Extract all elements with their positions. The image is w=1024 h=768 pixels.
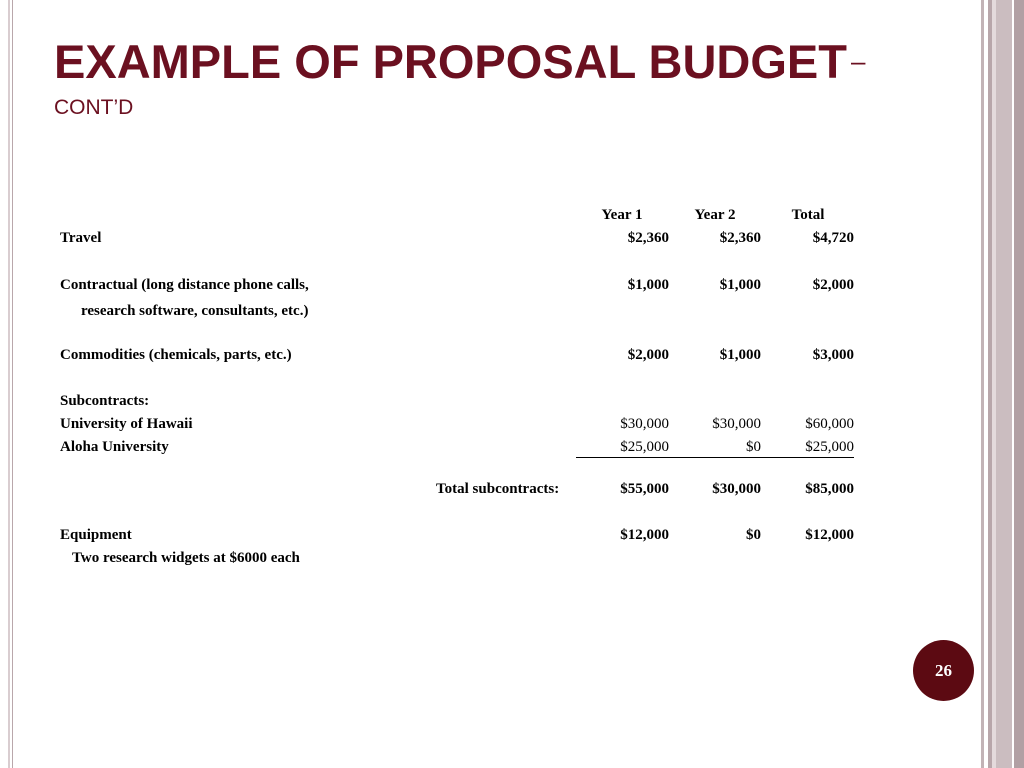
subtotal-rule xyxy=(576,457,854,458)
subcontract-row-year2: $0 xyxy=(746,439,761,455)
commodities-total: $3,000 xyxy=(812,347,854,363)
subcontract-row-total: $60,000 xyxy=(805,416,854,432)
total-subcontracts-label: Total subcontracts: xyxy=(436,481,560,497)
travel-year1: $2,360 xyxy=(627,230,669,246)
subcontract-row-year1: $25,000 xyxy=(620,439,669,455)
subcontract-row-label: University of Hawaii xyxy=(60,416,193,432)
row-label-contractual-continued: research software, consultants, etc.) xyxy=(81,303,309,319)
right-frame-stripes xyxy=(978,0,1024,768)
contractual-year1: $1,000 xyxy=(627,277,669,293)
row-label-equipment: Equipment xyxy=(60,527,132,543)
subcontract-row-year2: $30,000 xyxy=(712,416,761,432)
contractual-total: $2,000 xyxy=(812,277,854,293)
subcontract-row-total: $25,000 xyxy=(805,439,854,455)
equipment-note: Two research widgets at $6000 each xyxy=(72,550,300,566)
column-header-total: Total xyxy=(791,207,825,223)
travel-year2: $2,360 xyxy=(719,230,761,246)
subcontracts-heading: Subcontracts: xyxy=(60,393,150,409)
commodities-year1: $2,000 xyxy=(627,347,669,363)
total-subcontracts-year2: $30,000 xyxy=(712,481,761,497)
total-subcontracts-year1: $55,000 xyxy=(620,481,669,497)
total-subcontracts-total: $85,000 xyxy=(805,481,854,497)
column-header-year1: Year 1 xyxy=(601,207,643,223)
page-number-badge: 26 xyxy=(913,640,974,701)
slide-title xyxy=(54,34,865,89)
commodities-year2: $1,000 xyxy=(719,347,761,363)
subcontract-row-label: Aloha University xyxy=(60,439,169,455)
equipment-year1: $12,000 xyxy=(620,527,669,543)
left-frame-border xyxy=(0,0,13,768)
subcontract-row-year1: $30,000 xyxy=(620,416,669,432)
row-label-contractual: Contractual (long distance phone calls, xyxy=(60,277,309,293)
row-label-commodities: Commodities (chemicals, parts, etc.) xyxy=(60,347,292,363)
column-header-year2: Year 2 xyxy=(694,207,736,223)
row-label-travel: Travel xyxy=(60,230,102,246)
equipment-year2: $0 xyxy=(746,527,761,543)
slide-title-dash: – xyxy=(851,46,866,76)
travel-total: $4,720 xyxy=(812,230,854,246)
slide-subtitle: CONT’D xyxy=(54,96,134,119)
slide-title-text: EXAMPLE OF PROPOSAL BUDGET xyxy=(54,35,847,88)
equipment-total: $12,000 xyxy=(805,527,854,543)
contractual-year2: $1,000 xyxy=(719,277,761,293)
